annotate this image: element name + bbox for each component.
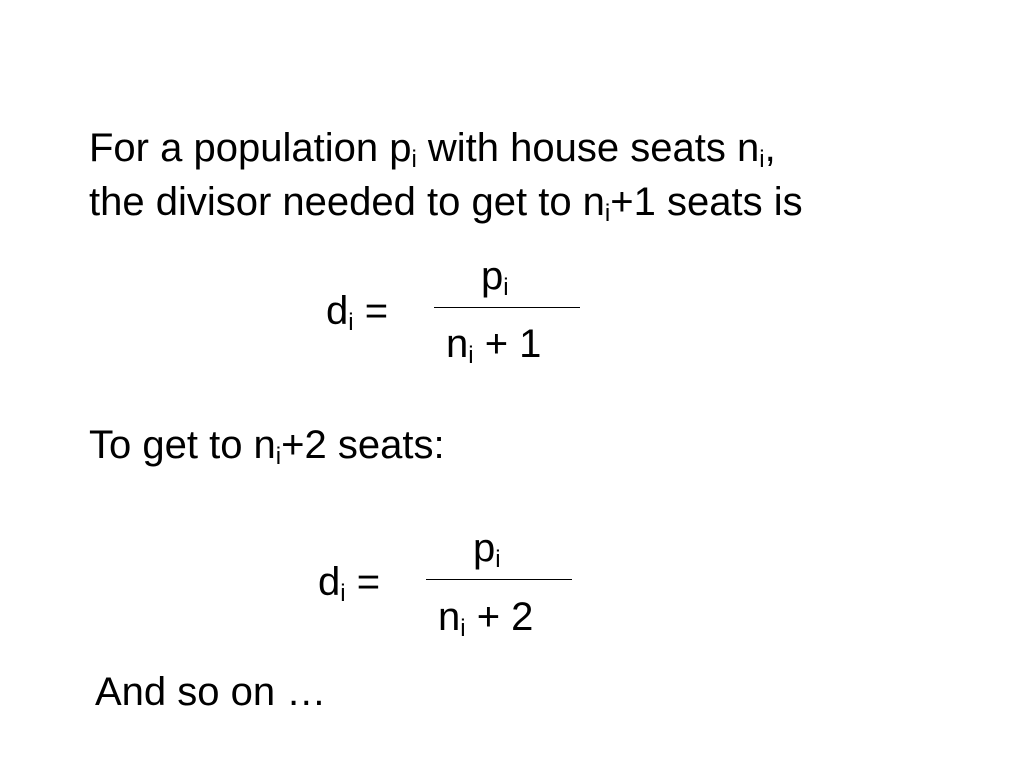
closing-line: And so on … xyxy=(95,670,327,714)
intro-line-2-text-b: +1 seats is xyxy=(610,180,803,224)
formula-1-lhs xyxy=(326,287,388,335)
intro-line-2 xyxy=(89,178,803,226)
formula-1-lhs-var: d xyxy=(326,289,349,333)
intro-line-1-sub-b: i xyxy=(759,146,765,173)
formula-1-den-rest: + 1 xyxy=(473,322,542,366)
formula-2-den-var: n xyxy=(438,595,461,639)
intro-line-1-text-b: with house seats n xyxy=(416,126,760,170)
formula-1-equals: = xyxy=(353,289,389,333)
formula-2-den-sub: i xyxy=(460,615,466,642)
middle-line-sub-a: i xyxy=(275,443,282,470)
intro-line-1-text-c: , xyxy=(764,126,776,170)
formula-2-num-var: p xyxy=(473,526,496,570)
intro-line-1 xyxy=(89,124,776,172)
formula-2-equals: = xyxy=(345,560,381,604)
intro-line-1-text-a: For a population p xyxy=(89,126,412,170)
formula-2-lhs xyxy=(318,558,380,606)
intro-line-1-sub-a: i xyxy=(411,146,417,173)
intro-line-2-sub-a: i xyxy=(604,200,611,227)
formula-1-num-sub: i xyxy=(503,274,509,301)
formula-1-num-var: p xyxy=(481,254,504,298)
formula-2-den-rest: + 2 xyxy=(465,595,534,639)
middle-line-text-a: To get to n xyxy=(89,423,276,467)
formula-2-numerator xyxy=(473,524,501,572)
formula-1-den-var: n xyxy=(446,322,469,366)
intro-line-2-text-a: the divisor needed to get to n xyxy=(89,180,605,224)
formula-1-den-sub: i xyxy=(468,342,474,369)
formula-1-denominator xyxy=(446,320,541,368)
formula-2-lhs-sub: i xyxy=(340,580,346,607)
formula-1-lhs-sub: i xyxy=(348,309,354,336)
middle-line xyxy=(89,421,445,469)
formula-1-fraction-bar xyxy=(434,307,580,308)
formula-2-lhs-var: d xyxy=(318,560,341,604)
middle-line-text-b: +2 seats: xyxy=(281,423,445,467)
formula-2-num-sub: i xyxy=(495,546,501,573)
formula-1-numerator xyxy=(481,252,509,300)
formula-2-fraction-bar xyxy=(426,579,572,580)
formula-2-denominator xyxy=(438,593,533,641)
